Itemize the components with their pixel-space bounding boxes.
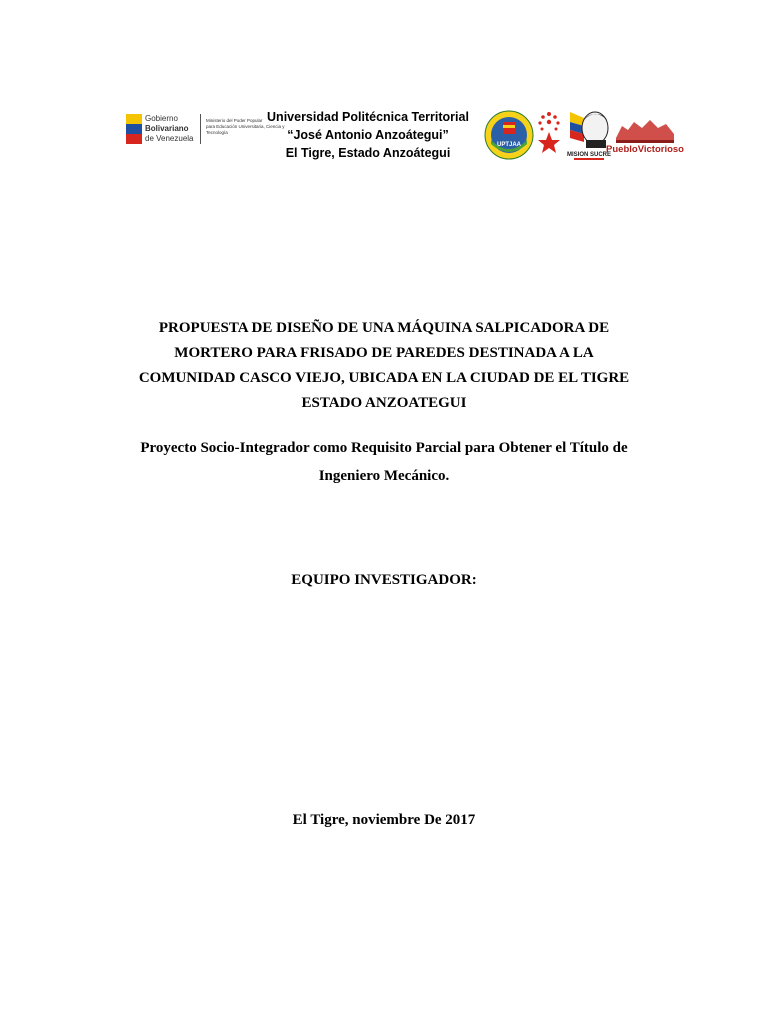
university-line-1: Universidad Politécnica Territorial (267, 110, 469, 124)
title-line: ESTADO ANZOATEGUI (301, 395, 467, 411)
subtitle-line: Proyecto Socio-Integrador como Requisito Parcial para Obtener el Título de (140, 440, 628, 456)
team-label: EQUIPO INVESTIGADOR: (291, 572, 477, 588)
pueblo-victorioso-text: PuebloVictorioso (606, 144, 684, 155)
university-name (258, 108, 478, 162)
subtitle-line: Ingeniero Mecánico. (318, 468, 450, 484)
title-line: COMUNIDAD CASCO VIEJO, UBICADA EN LA CIUDAD DE EL TIGRE (138, 370, 630, 386)
gov-logo-text: Gobierno Bolivariano de Venezuela (145, 114, 201, 144)
institution-logos (484, 108, 684, 162)
document-subtitle (100, 434, 668, 490)
gobierno-bolivariano-logo (126, 112, 285, 148)
uptjaa-logo (484, 110, 534, 160)
document-header (0, 100, 768, 170)
uptjaa-text: UPTJAA (496, 142, 522, 148)
title-line: MORTERO PARA FRISADO DE PAREDES DESTINADA A LA (174, 345, 594, 361)
document-title (120, 316, 648, 416)
venezuela-flag-icon (126, 114, 142, 144)
ministry-text: Ministerio del Poder Popular para Educación Universitaria, Ciencia y Tecnología (206, 118, 285, 135)
document-date: El Tigre, noviembre De 2017 (292, 812, 476, 828)
red-star-logo (536, 108, 562, 156)
university-line-3: El Tigre, Estado Anzoátegui (285, 146, 451, 160)
title-line: PROPUESTA DE DISEÑO DE UNA MÁQUINA SALPICADORA DE (158, 320, 610, 336)
mision-sucre-text: MISION SUCRE (566, 152, 612, 158)
university-line-2: “José Antonio Anzoátegui” (287, 128, 449, 142)
pueblo-victorioso-logo (606, 116, 684, 156)
